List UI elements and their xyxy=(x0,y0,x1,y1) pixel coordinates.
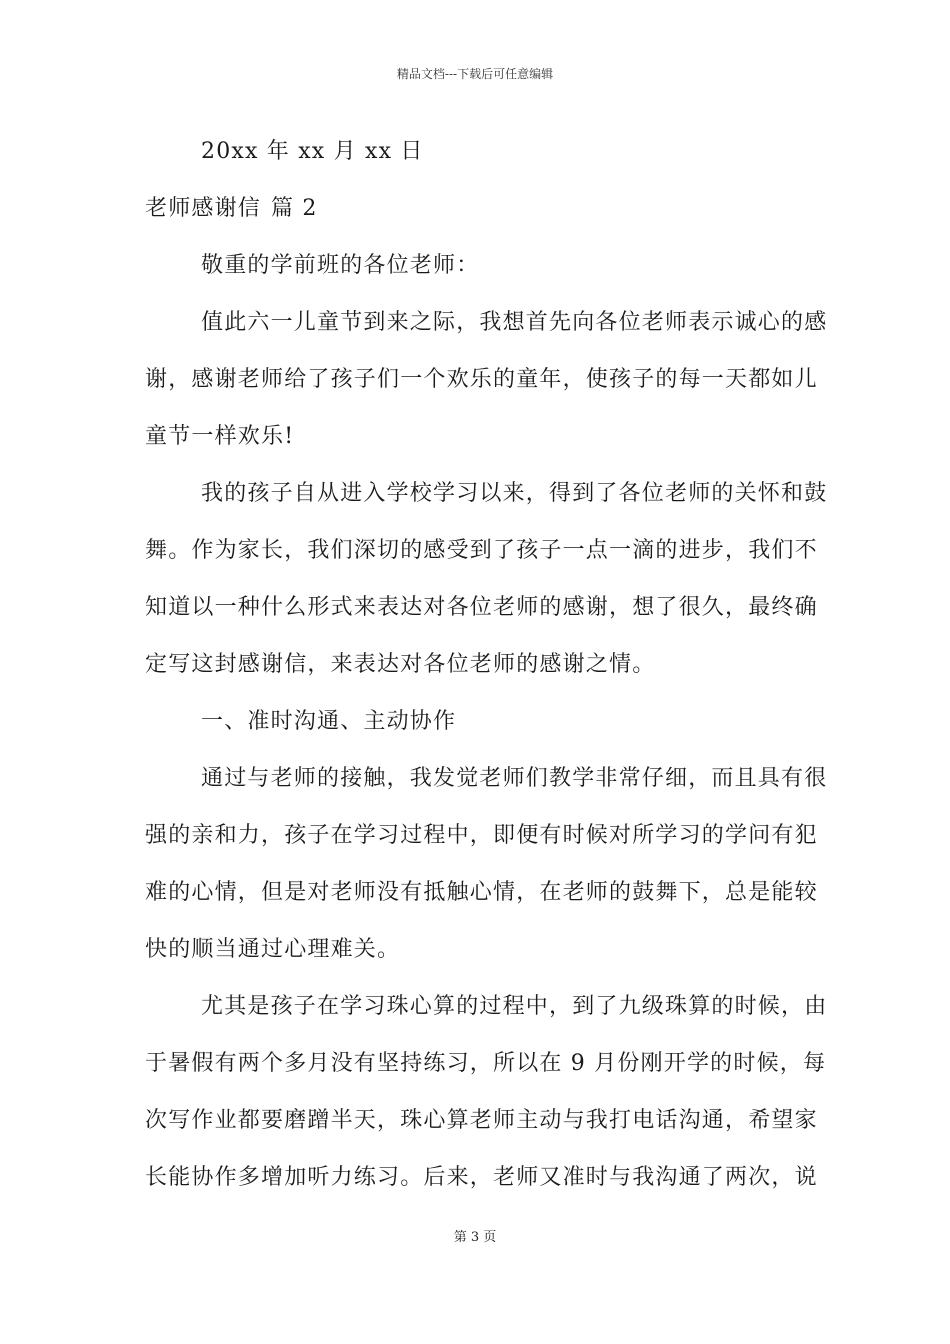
paragraph-line: 强的亲和力，孩子在学习过程中，即便有时候对所学习的学问有犯 xyxy=(145,823,818,848)
document-body xyxy=(145,123,828,1206)
paragraph-line: 舞。作为家长，我们深切的感受到了孩子一点一滴的进步，我们不 xyxy=(145,538,818,563)
letter-date: 20xx 年 xx 月 xx 日 xyxy=(201,139,424,164)
paragraph-line: 值此六一儿童节到来之际，我想首先向各位老师表示诚心的感 xyxy=(201,310,828,335)
paragraph-line: 知道以一种什么形式来表达对各位老师的感谢，想了很久，最终确 xyxy=(145,595,818,620)
paragraph-line: 我的孩子自从进入学校学习以来，得到了各位老师的关怀和鼓 xyxy=(201,481,828,506)
paragraph-line: 通过与老师的接触，我发觉老师们教学非常仔细，而且具有很 xyxy=(201,766,828,791)
paragraph-line: 定写这封感谢信，来表达对各位老师的感谢之情。 xyxy=(145,652,656,677)
section-heading: 一、准时沟通、主动协作 xyxy=(201,709,457,734)
paragraph-line: 童节一样欢乐! xyxy=(145,424,295,449)
page-header: 精品文档---下载后可任意编辑 xyxy=(396,67,554,81)
paragraph-line: 快的顺当通过心理难关。 xyxy=(145,937,401,962)
paragraph-line: 尤其是孩子在学习珠心算的过程中，到了九级珠算的时候，由 xyxy=(201,994,828,1019)
letter-title xyxy=(145,180,810,237)
letter-title-part: 篇 2 xyxy=(271,196,318,221)
page-number: 第 3 页 xyxy=(453,1230,497,1245)
letter-title-text: 老师感谢信 xyxy=(145,196,262,221)
letter-salutation: 敬重的学前班的各位老师： xyxy=(201,253,480,278)
paragraph-line: 于暑假有两个多月没有坚持练习，所以在 9 月份刚开学的时候，每 xyxy=(145,1051,827,1076)
paragraph-line: 谢，感谢老师给了孩子们一个欢乐的童年，使孩子的每一天都如儿 xyxy=(145,367,818,392)
paragraph-line: 难的心情，但是对老师没有抵触心情，在老师的鼓舞下，总是能较 xyxy=(145,880,818,905)
paragraph-line: 次写作业都要磨蹭半天，珠心算老师主动与我打电话沟通，希望家 xyxy=(145,1108,818,1133)
paragraph-line: 长能协作多增加听力练习。后来，老师又准时与我沟通了两次，说 xyxy=(145,1165,818,1190)
